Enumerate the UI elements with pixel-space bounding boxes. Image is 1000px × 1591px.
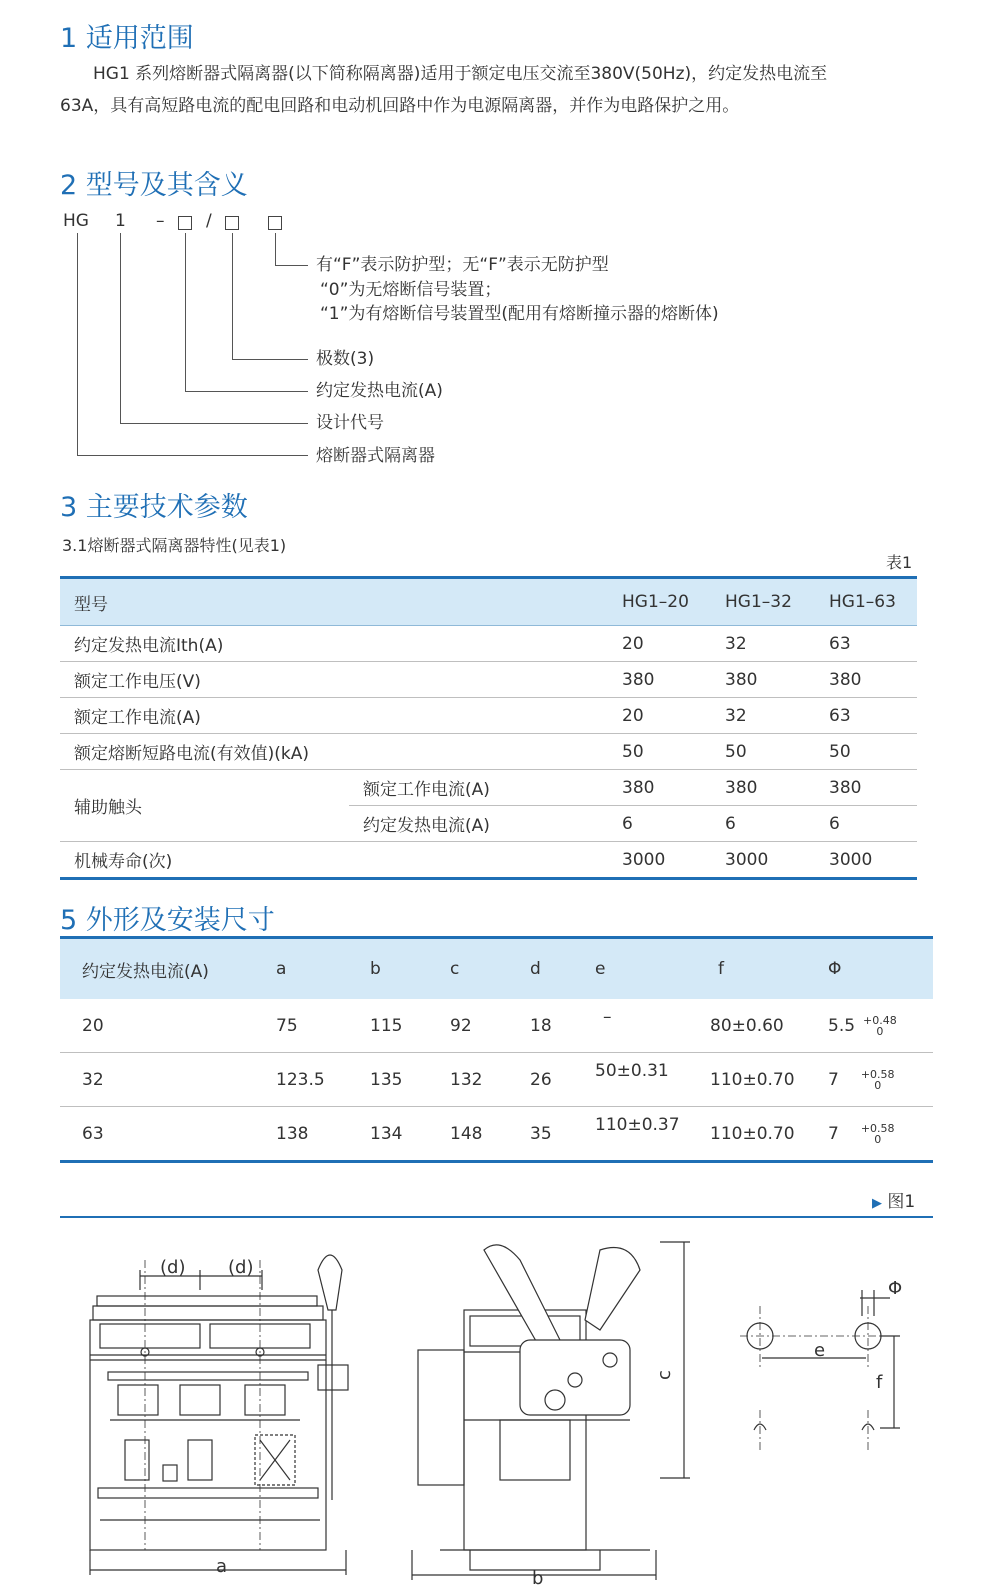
dim-a: a [216, 1556, 228, 1577]
side-view [412, 1242, 690, 1580]
model-desc-zero: “0”为无熔断信号装置； [320, 280, 502, 300]
model-desc-one: “1”为有熔断信号装置型(配用有熔断撞示器的熔断体) [320, 304, 719, 324]
table-cell: 20 [608, 698, 711, 734]
table-cell: 92 [428, 999, 508, 1053]
table-row [60, 770, 917, 806]
table-row [60, 734, 917, 770]
model-desc-type: 熔断器式隔离器 [316, 446, 435, 466]
table-header-row [60, 578, 917, 626]
table-cell: 50±0.31 [573, 1053, 688, 1107]
dim-e: e [814, 1340, 826, 1361]
table-cell: 123.5 [254, 1053, 348, 1107]
table-cell: 32 [711, 698, 815, 734]
model-desc-current: 约定发热电流(A) [316, 381, 443, 401]
header-b: b [348, 938, 428, 1000]
row-label: 额定熔断短路电流(有效值)(kA) [60, 734, 608, 770]
table-cell: 26 [508, 1053, 573, 1107]
section-1-line2: 63A，具有高短路电流的配电回路和电动机回路中作为电源隔离器，并作为电路保护之用。 [60, 96, 740, 116]
table-1-label: 表1 [886, 553, 913, 572]
mounting-view [740, 1290, 900, 1450]
table-cell: 20 [608, 626, 711, 662]
header-e: e [573, 938, 688, 1000]
table-cell: 3000 [711, 842, 815, 879]
table-cell: 380 [711, 770, 815, 806]
dimension-drawing [0, 1220, 1000, 1591]
table-header-row [60, 938, 933, 1000]
leader-line [275, 233, 276, 265]
front-view [90, 1255, 348, 1575]
triangle-icon: ▶ [872, 1196, 882, 1211]
header-hg1-32: HG1–32 [711, 578, 815, 626]
model-box-current [178, 216, 192, 230]
dim-c: c [654, 1370, 675, 1380]
dimensions-table [60, 936, 933, 1163]
model-desc-poles: 极数(3) [316, 349, 375, 369]
tolerance-lower: 0 [874, 1132, 882, 1146]
model-box-poles [225, 216, 239, 230]
tolerance-upper: +0.58 [860, 1067, 895, 1081]
table-cell: 63 [815, 698, 917, 734]
row-label: 约定发热电流Ith(A) [60, 626, 608, 662]
table-cell: 50 [815, 734, 917, 770]
dim-f: f [876, 1372, 883, 1393]
dim-phi: Φ [888, 1278, 903, 1299]
table-cell: 20 [60, 999, 254, 1053]
figure-1-text: 图1 [887, 1192, 916, 1212]
tolerance [863, 1015, 897, 1037]
table-cell: 3000 [815, 842, 917, 879]
table-cell: 380 [711, 662, 815, 698]
section-1-heading: 1 适用范围 [60, 23, 194, 54]
table-cell: 380 [815, 770, 917, 806]
model-box-option [268, 216, 282, 230]
leader-line [120, 233, 121, 423]
table-cell: 63 [60, 1107, 254, 1162]
header-f: f [688, 938, 806, 1000]
leader-line [232, 359, 308, 360]
model-code-design: 1 [115, 211, 126, 231]
section-3-subheading: 3.1熔断器式隔离器特性(见表1) [62, 536, 287, 555]
row-sublabel: 额定工作电流(A) [349, 770, 608, 806]
table-row [60, 626, 917, 662]
tolerance-lower: 0 [876, 1024, 884, 1038]
table-cell: 110±0.37 [573, 1107, 688, 1162]
model-desc-f: 有“F”表示防护型；无“F”表示无防护型 [316, 255, 609, 275]
phi-value: 7 [828, 1123, 839, 1144]
figure-divider [60, 1216, 933, 1218]
header-current: 约定发热电流(A) [60, 938, 254, 1000]
table-row [60, 1053, 933, 1107]
table-cell: 3000 [608, 842, 711, 879]
table-cell: 80±0.60 [688, 999, 806, 1053]
table-cell: 138 [254, 1107, 348, 1162]
row-label: 额定工作电流(A) [60, 698, 608, 734]
section-3-heading: 3 主要技术参数 [60, 492, 248, 523]
section-5-heading: 5 外形及安装尺寸 [60, 905, 275, 936]
leader-line [120, 423, 308, 424]
table-row [60, 662, 917, 698]
row-label-aux: 辅助触头 [60, 770, 349, 842]
row-label: 机械寿命(次) [60, 842, 608, 879]
tolerance [861, 1123, 895, 1145]
table-cell-phi [806, 1107, 933, 1162]
section-2-heading: 2 型号及其含义 [60, 170, 248, 201]
table-cell: 6 [711, 806, 815, 842]
tolerance-upper: +0.48 [863, 1013, 897, 1027]
table-cell: 134 [348, 1107, 428, 1162]
header-model: 型号 [60, 578, 608, 626]
leader-line [77, 233, 78, 455]
table-cell: 380 [815, 662, 917, 698]
table-cell: 32 [711, 626, 815, 662]
leader-line [77, 455, 308, 456]
header-phi: Φ [806, 938, 933, 1000]
table-cell: 115 [348, 999, 428, 1053]
phi-value: 7 [828, 1069, 839, 1090]
figure-1-label [872, 1187, 915, 1212]
table-cell: 148 [428, 1107, 508, 1162]
table-cell: 135 [348, 1053, 428, 1107]
header-d: d [508, 938, 573, 1000]
header-c: c [428, 938, 508, 1000]
model-code-dash: – [156, 211, 165, 231]
header-hg1-63: HG1–63 [815, 578, 917, 626]
header-a: a [254, 938, 348, 1000]
table-cell: 50 [711, 734, 815, 770]
row-sublabel: 约定发热电流(A) [349, 806, 608, 842]
table-cell: 6 [608, 806, 711, 842]
model-desc-design: 设计代号 [316, 413, 384, 433]
table-cell: 32 [60, 1053, 254, 1107]
phi-value: 5.5 [828, 1015, 856, 1036]
tolerance [861, 1069, 895, 1091]
leader-line [185, 233, 186, 391]
table-cell: 132 [428, 1053, 508, 1107]
table-cell: – [573, 999, 688, 1053]
table-cell: 18 [508, 999, 573, 1053]
dim-b: b [532, 1568, 544, 1589]
table-row [60, 1107, 933, 1162]
table-cell: 35 [508, 1107, 573, 1162]
dim-d-right: (d) [228, 1257, 254, 1278]
model-code-hg: HG [63, 211, 89, 231]
table-cell-phi [806, 999, 933, 1053]
table-cell: 380 [608, 770, 711, 806]
table-row [60, 698, 917, 734]
table-cell: 75 [254, 999, 348, 1053]
header-hg1-20: HG1–20 [608, 578, 711, 626]
section-1-line1: HG1 系列熔断器式隔离器(以下简称隔离器)适用于额定电压交流至380V(50Hz)，约定发热电流至 [93, 64, 828, 84]
table-cell: 380 [608, 662, 711, 698]
table-cell: 6 [815, 806, 917, 842]
tolerance-upper: +0.58 [860, 1121, 895, 1135]
leader-line [275, 265, 308, 266]
table-cell: 63 [815, 626, 917, 662]
leader-line [232, 233, 233, 359]
dim-d-left: (d) [160, 1257, 186, 1278]
table-cell-phi [806, 1053, 933, 1107]
row-label: 额定工作电压(V) [60, 662, 608, 698]
table-cell: 110±0.70 [688, 1053, 806, 1107]
leader-line [185, 391, 308, 392]
tolerance-lower: 0 [874, 1078, 882, 1092]
characteristics-table [60, 576, 917, 880]
table-cell: 50 [608, 734, 711, 770]
model-code-slash: / [206, 211, 212, 231]
table-row [60, 999, 933, 1053]
table-row [60, 842, 917, 879]
table-cell: 110±0.70 [688, 1107, 806, 1162]
section-1-text [60, 58, 940, 122]
